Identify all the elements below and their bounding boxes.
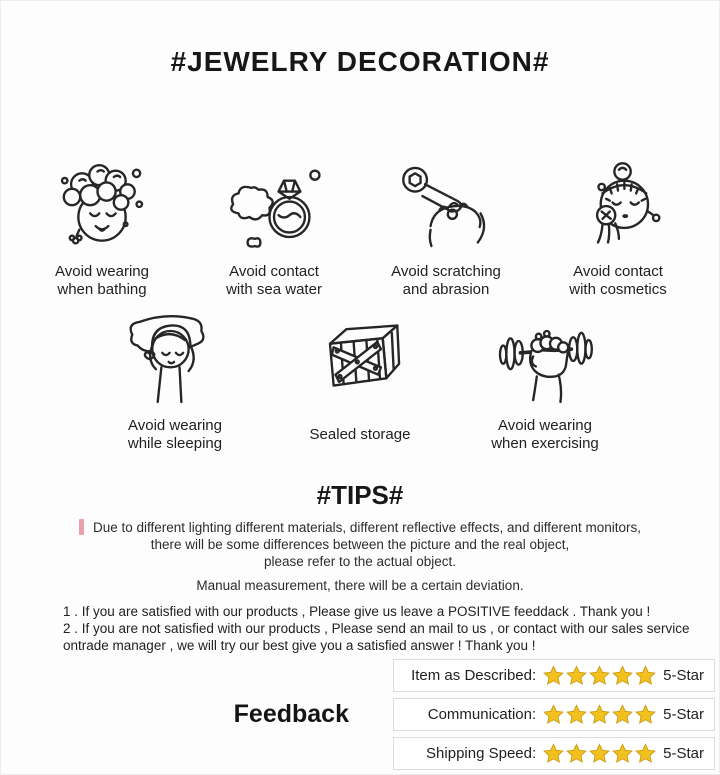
care-caption: Avoid wearing when exercising	[491, 417, 599, 452]
rating-text: 5-Star	[663, 667, 704, 684]
seller-notes	[1, 603, 719, 654]
rating-text: 5-Star	[663, 745, 704, 762]
cosmetics-icon	[568, 156, 668, 258]
care-card-cosmetics	[537, 156, 699, 300]
care-card-sealed-storage	[274, 310, 446, 454]
tips-line-2: there will be some differences between the picture and the real object,	[150, 537, 570, 552]
star-icon	[612, 665, 633, 686]
sleeping-icon	[125, 310, 225, 412]
exercising-icon	[495, 310, 595, 412]
star-icon	[635, 743, 656, 764]
star-icon	[566, 743, 587, 764]
manual-measurement-note: Manual measurement, there will be a certain deviation.	[196, 578, 524, 593]
star-icon	[612, 704, 633, 725]
star-rating	[543, 665, 656, 686]
care-card-scratching	[365, 156, 527, 300]
star-icon	[543, 743, 564, 764]
accent-bar	[79, 519, 84, 535]
star-icon	[543, 665, 564, 686]
care-card-sea-water	[193, 156, 355, 300]
feedback-label: Item as Described:	[411, 667, 537, 684]
note-1: 1 . If you are satisfied with our products , Please give us leave a POSITIVE feeddack . Thank you !	[63, 604, 651, 619]
star-rating	[543, 743, 656, 764]
star-rating	[543, 704, 656, 725]
care-row-2	[1, 310, 719, 454]
care-caption: Avoid contact with sea water	[226, 263, 322, 298]
tips-heading: #TIPS#	[316, 480, 404, 510]
feedback-section	[1, 659, 719, 770]
star-icon	[566, 665, 587, 686]
feedback-label: Communication:	[427, 706, 537, 723]
star-icon	[566, 704, 587, 725]
care-row-1	[1, 156, 719, 300]
feedback-rows	[393, 659, 715, 770]
note-2: 2 . If you are not satisfied with our products , Please send an mail to us , or contact with our sales service	[63, 621, 690, 636]
care-card-sleeping	[89, 310, 261, 454]
star-icon	[589, 704, 610, 725]
note-2-continued: ontrade manager , we will try our best give you a satisfied answer ! Thank you !	[63, 638, 536, 653]
care-caption: Avoid contact with cosmetics	[569, 263, 667, 298]
care-caption: Avoid wearing while sleeping	[127, 417, 223, 452]
care-card-exercising	[459, 310, 631, 454]
sealed-storage-icon	[310, 310, 410, 412]
care-caption: Avoid scratching and abrasion	[391, 263, 501, 298]
star-icon	[612, 743, 633, 764]
page-title: #JEWELRY DECORATION#	[170, 46, 550, 77]
feedback-row-item-as-described	[393, 659, 715, 692]
feedback-heading: Feedback	[233, 700, 349, 728]
star-icon	[589, 665, 610, 686]
tips-paragraph	[1, 519, 719, 570]
star-icon	[543, 704, 564, 725]
scratching-icon	[396, 156, 496, 258]
bathing-icon	[52, 156, 152, 258]
feedback-label: Shipping Speed:	[426, 745, 537, 762]
tips-line-1: Due to different lighting different materials, different reflective effects, and different monitors,	[1, 519, 719, 536]
feedback-row-shipping-speed	[393, 737, 715, 770]
tips-line-3: please refer to the actual object.	[263, 554, 457, 569]
star-icon	[635, 665, 656, 686]
sea-water-icon	[224, 156, 324, 258]
rating-text: 5-Star	[663, 706, 704, 723]
feedback-row-communication	[393, 698, 715, 731]
star-icon	[635, 704, 656, 725]
care-card-bathing	[21, 156, 183, 300]
care-caption: Sealed storage	[309, 426, 411, 443]
star-icon	[589, 743, 610, 764]
care-caption: Avoid wearing when bathing	[55, 263, 149, 298]
